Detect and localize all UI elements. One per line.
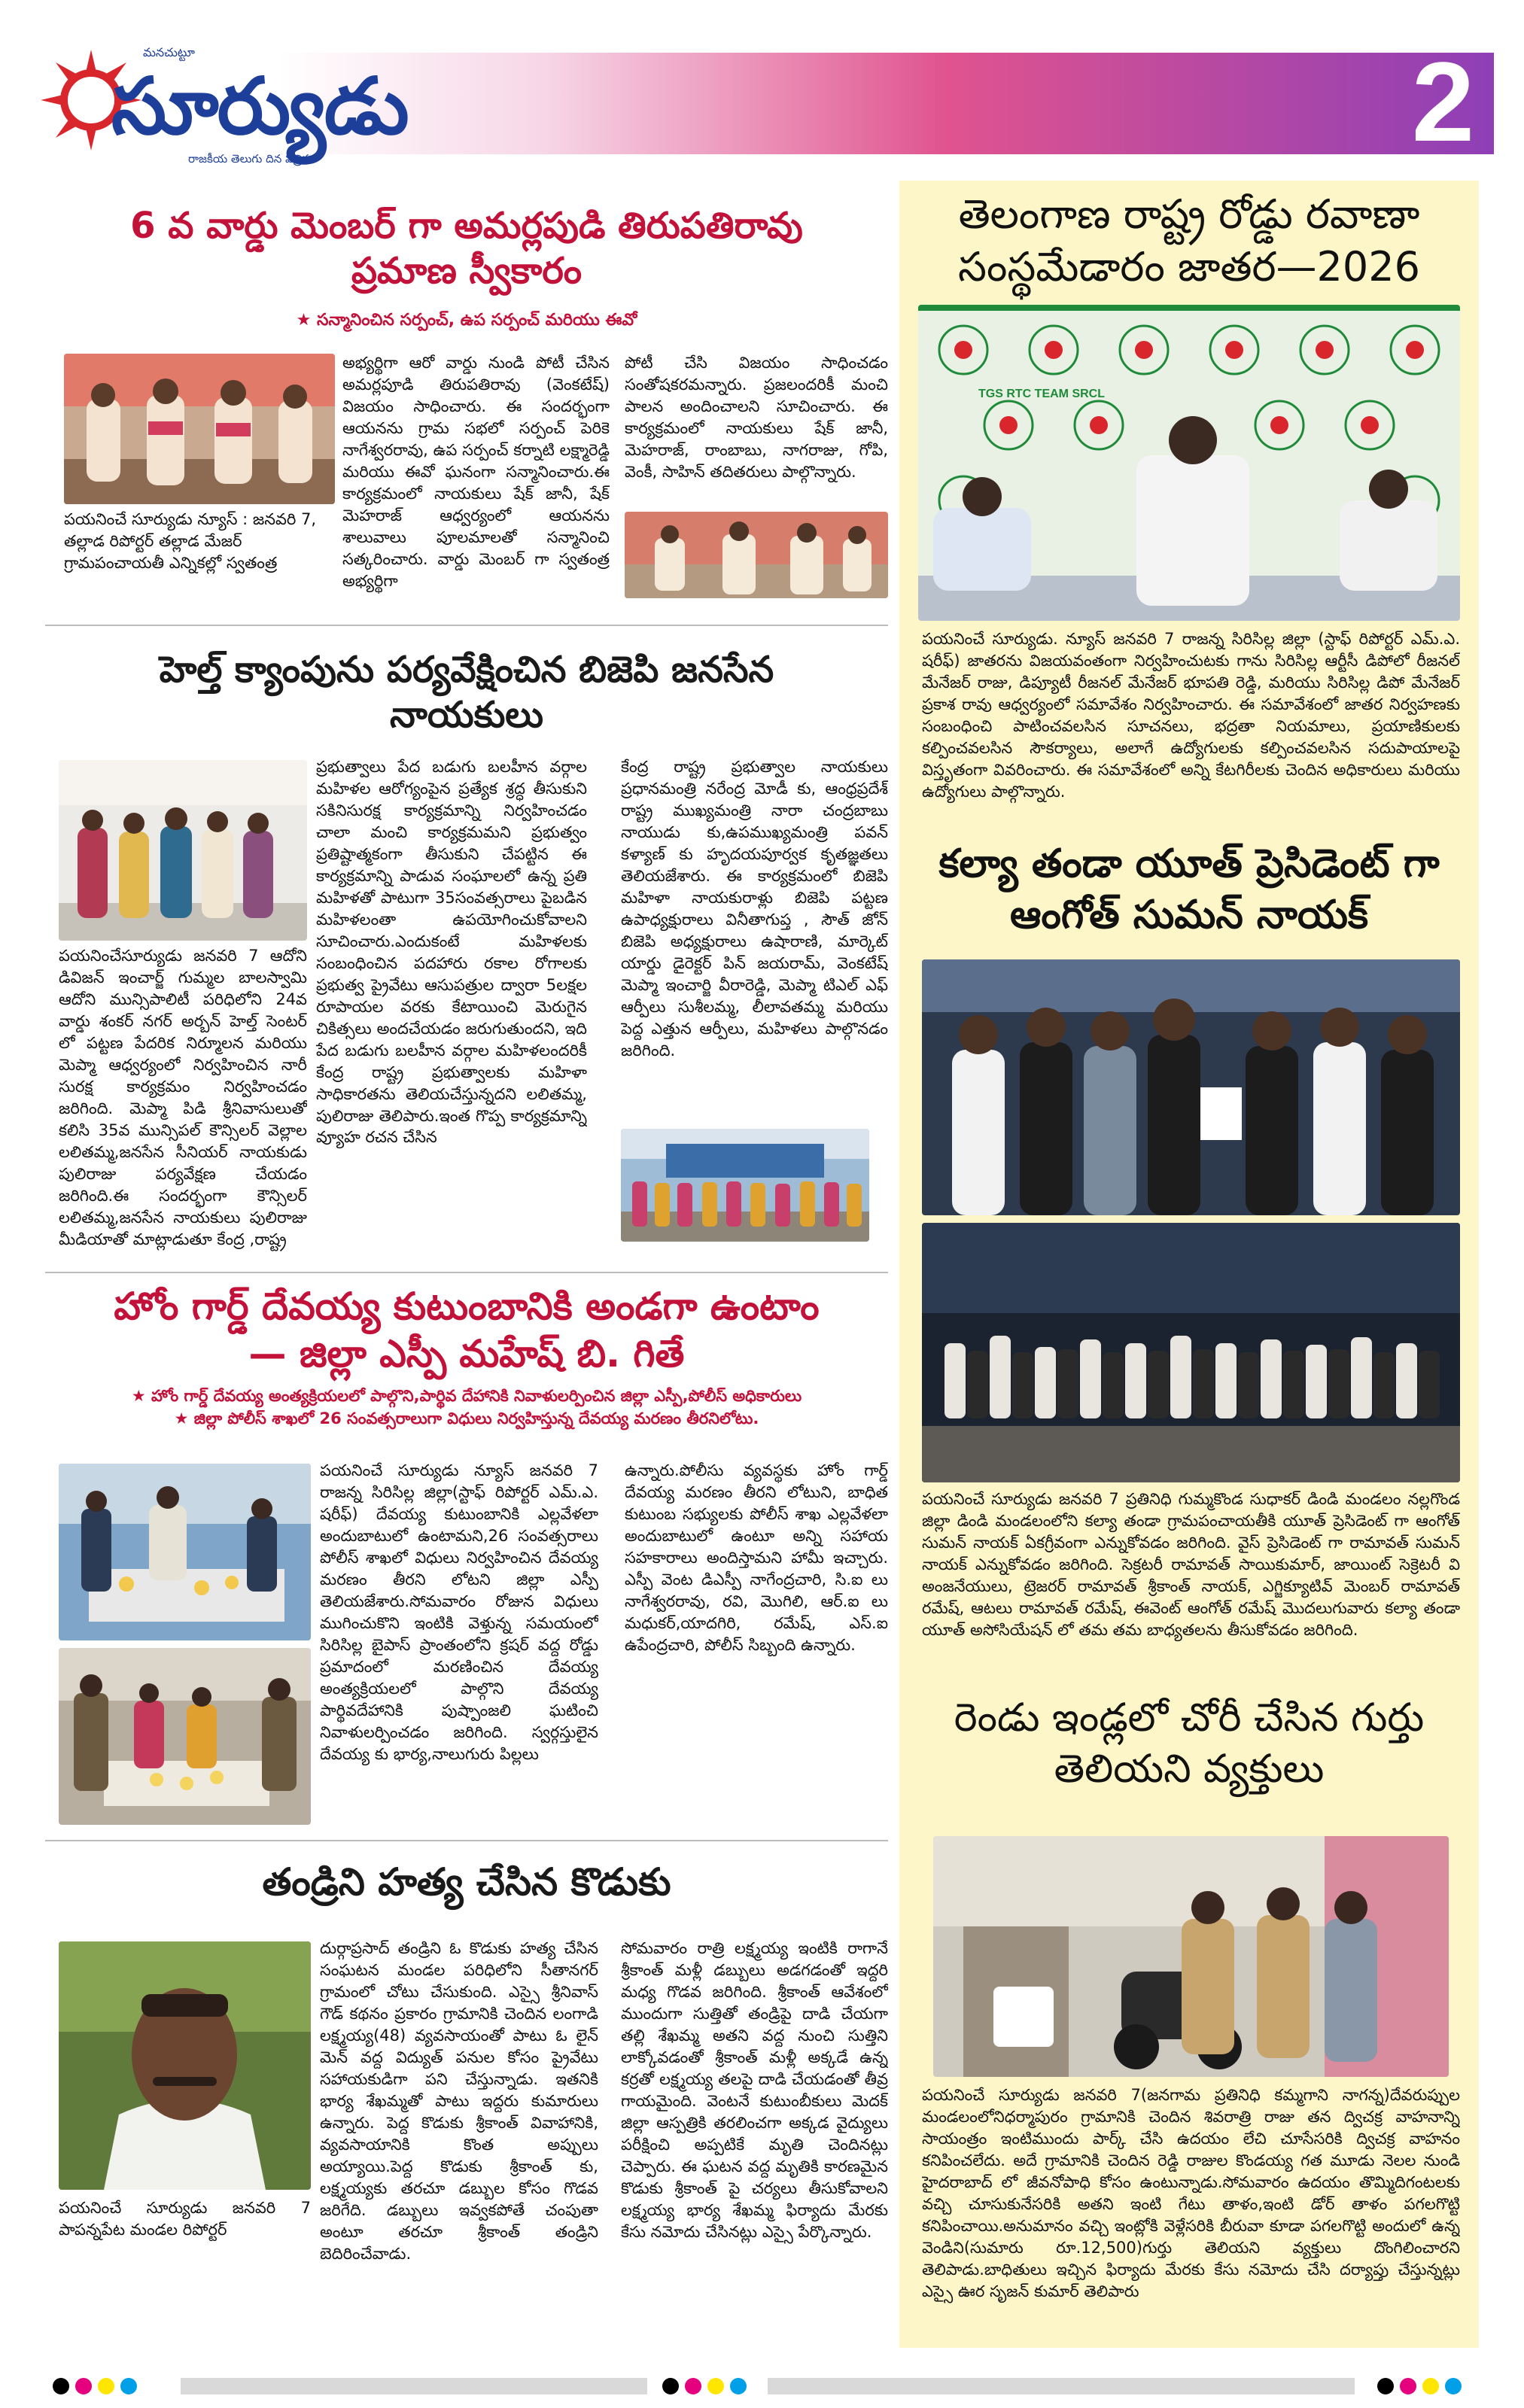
homeguard-headline-line2: — జిల్లా ఎస్పీ మహేష్ బి. గితే	[248, 1331, 685, 1376]
registration-bar	[768, 2378, 1355, 2394]
registration-dot	[730, 2378, 747, 2394]
oath-photo-ceremony	[64, 354, 335, 504]
theft-headline-line2: తెలియని వ్యక్తులు	[1054, 1746, 1325, 1792]
theft-headline-line1: రెండు ఇండ్లలో చోరీ చేసిన గుర్తు	[954, 1695, 1425, 1741]
oath-headline-line2: ప్రమాణ స్వీకారం	[351, 250, 583, 292]
newspaper-logo[interactable]	[30, 30, 408, 181]
registration-dot	[120, 2378, 137, 2394]
health-headline-line2: నాయకులు	[390, 694, 543, 736]
homeguard-subhead	[45, 1385, 888, 1431]
youth-photo-felicitation	[922, 959, 1460, 1215]
health-photo-queue	[621, 1129, 869, 1242]
oath-body-col1: అభ్యర్థిగా ఆరో వార్డు నుండి పోటీ చేసిన అమర్లపూడి తిరుపతిరావు (వెంకటేష్) విజయం సాధించారు. ఈ సందర్భంగా ఆయనను గ్రామ సభలో సర్పంచ్ పెరికె నాగేశ్వరరావు, ఉప సర్పంచ్ కర్నాటి లక్ష్మారెడ్డి మరియు ఈవో ఘనంగా సన్మానించారు.ఈ కార్యక్రమంలో నాయకులు షేక్ జానీ, షేక్ మెహరాజ్ ఆధ్వర్యంలో ఆయనను శాలువాలు పూలమాలతో సన్మానించి సత్కరించారు. వార్డు మెంబర్ గా స్వతంత్ర అభ్యర్థిగా	[342, 354, 610, 590]
divider	[45, 1840, 888, 1841]
registration-dot	[1422, 2378, 1439, 2394]
theft-body: పయనించే సూర్యుడు జనవరి 7(జనగామ ప్రతినిధి కమ్మగాని నాగన్న)దేవరుప్పుల మండలంలోనిధర్మాపురం గ్రామానికి చెందిన శివరాత్రి రాజు తన ద్విచక్ర వాహనాన్ని సాయంత్రం ఇంటిముందు పార్క్ చేసి ఉదయం లేచి చూసేసరికి ద్విచక్ర వాహనం కనిపించలేదు. అదే గ్రామానికి చెందిన రెడ్డి రాజుల కొండయ్య గత మూడు నెలల నుండి హైదరాబాద్ లో జీవనోపాధి కోసం ఉంటున్నాడు.సోమవారం ఉదయం తొమ్మిదిగంటలకు వచ్చి చూసుకునేసరికి అతని ఇంటి గేటు తాళం,ఇంటి డోర్ తాళం పగలగొట్టి కనిపించాయి.అనుమానం వచ్చి ఇంట్లోకి వెళ్లేసరికి బీరువా కూడా పగలగొట్టి అందులో ఉన్న వెండిని(సుమారు రూ.12,500)గుర్తు తెలియని వ్యక్తులు దొంగిలించారని తెలిపాడు.బాధితులు ఇచ్చిన ఫిర్యాదు మేరకు కేసు నమోదు చేసి దర్యాప్తు చేస్తున్నట్లు ఎస్సై ఊర సృజన్ కుమార్ తెలిపారు	[922, 2086, 1460, 2300]
homeguard-photo-funeral	[59, 1648, 311, 1825]
murder-photo-portrait	[59, 1941, 311, 2190]
health-body-col1: ప్రభుత్వాలు పేద బడుగు బలహీన వర్గాల మహిళల ఆరోగ్యంపైన ప్రత్యేక శ్రద్ధ తీసుకుని సకినిసురక్ష కార్యక్రమాన్ని నిర్వహించడం చాలా మంచి కార్యక్రమమని ప్రభుత్వం ప్రతిష్టాత్మకంగా తీసుకుని చేపట్టిన ఈ కార్యక్రమాన్ని పాడువ సంఘాలలో ఉన్న ప్రతి మహిళతో పాటుగా 35సంవత్సరాలు పైబడిన మహిళలంతా ఉపయోగించుకోవాలని సూచించారు.ఎందుకంటే మహిళలకు సంబంధించిన పదహారు రకాల రోగాలకు ప్రభుత్వ ప్రైవేటు ఆసుపత్రుల ద్వారా 5లక్షల రూపాయల వరకు కేటాయించి మెరుగైన చికిత్సలు అందచేయడం జరుగుతుందని, ఇది పేద బడుగు బలహీన వర్గాల మహిళలందరికీ కేంద్ర రాష్ట్ర ప్రభుత్వాలకు మహిళా సాధికారతను తెలియచేస్తున్నదని లలితమ్మ, పులిరాజు తెలిపారు.ఇంత గొప్ప కార్యక్రమాన్ని వ్యూహ రచన చేసిన	[316, 758, 587, 1147]
logo-wordmark: సూర్యుడు	[111, 60, 408, 152]
health-headline-line1: హెల్త్ క్యాంపును పర్యవేక్షించిన బిజెపి జనసేన	[159, 649, 774, 691]
homeguard-subhead-line2: ★ జిల్లా పోలీస్ శాఖలో 26 సంవత్సరాలుగా విధులు నిర్వహిస్తున్న దేవయ్య మరణం తీరనిలోటు.	[174, 1409, 759, 1428]
health-photo-group	[59, 760, 307, 941]
oath-photo-garland	[625, 512, 888, 598]
homeguard-subhead-line1: ★ హోం గార్డ్ దేవయ్య అంత్యక్రియలలో పాల్గొని,పార్థివ దేహానికి నివాళులర్పించిన జిల్లా ఎస్పీ,పోలీస్ అధికారులు	[131, 1387, 802, 1405]
registration-dot	[98, 2378, 114, 2394]
youth-photo-group-night	[922, 1223, 1460, 1482]
murder-caption: పయనించే సూర్యుడు జనవరి 7 పాపన్నపేట మండల రిపోర్టర్	[59, 2199, 311, 2239]
registration-dot	[75, 2378, 92, 2394]
health-caption: పయనించేసూర్యుడు జనవరి 7 ఆదోని డివిజన్ ఇంచార్జ్ గుమ్మల బాలస్వామి ఆదోని మున్సిపాలిటీ పరిధిలోని 24వ వార్డు శంకర్ నగర్ అర్బన్ హెల్త్ సెంటర్ లో పట్టణ పేదరిక నిర్మూలన మరియు మెప్మా ఆధ్వర్యంలో నిర్వహించిన నారీ సురక్ష కార్యక్రమం నిర్వహించడం జరిగింది. మెప్మా పిడి శ్రీనివాసులుతో కలిసి 35వ మున్సిపల్ కౌన్సిలర్ వెల్లాల లలితమ్మ,జనసేన సీనియర్ నాయకుడు పులిరాజు పర్యవేక్షణ చేయడం జరిగింది.ఈ సందర్భంగా కౌన్సిలర్ లలితమ్మ,జనసేన నాయకులు పులిరాజు మీడియాతో మాట్లాడుతూ కేంద్ర ,రాష్ట్ర	[59, 947, 307, 1248]
youth-headline-line2: ఆంగోత్ సుమన్ నాయక్	[1010, 892, 1368, 938]
oath-headline-line1: 6 వ వార్డు మెంబర్ గా అమర్లపుడి తిరుపతిరావు	[130, 205, 803, 247]
oath-headline	[45, 203, 888, 293]
homeguard-body-col1: పయనించే సూర్యుడు న్యూస్ జనవరి 7 రాజన్న సిరిసిల్ల జిల్లా(స్టాఫ్ రిపోర్టర్ ఎమ్.ఎ. షరీఫ్) దేవయ్య కుటుంబానికి ఎల్లవేళలా అందుబాటులో ఉంటామని,26 సంవత్సరాలు పోలీస్ శాఖలో విధులు నిర్వహించిన దేవయ్య మరణం తీరని లోటని జిల్లా ఎస్పీ తెలియజేశారు.సోమవారం రోజున విధులు ముగించుకొని ఇంటికి వెళ్తున్న సమయంలో సిరిసిల్ల బైపాస్ ప్రాంతంలోని క్రషర్ వద్ద రోడ్డు ప్రమాదంలో మరణించిన దేవయ్య అంత్యక్రియలలో పాల్గొని దేవయ్య పార్థివదేహానికి పుష్పాంజలి ఘటించి నివాళులర్పించడం జరిగింది. స్వర్గస్తులైన దేవయ్య కు భార్య,నాలుగురు పిల్లలు	[320, 1461, 598, 1763]
theft-headline	[903, 1693, 1475, 1795]
rtc-headline	[903, 188, 1475, 293]
registration-dot	[662, 2378, 679, 2394]
masthead-gradient-band	[278, 53, 1494, 154]
print-registration-marks	[0, 2370, 1524, 2408]
murder-body-col2: సోమవారం రాత్రి లక్ష్మయ్య ఇంటికి రాగానే శ్రీకాంత్ మళ్లీ డబ్బులు అడగడంతో ఇద్దరి మధ్య గొడవ జరిగింది. శ్రీకాంత్ ఆవేశంలో ముందుగా సుత్తితో తండ్రిపై దాడి చేయగా తల్లి శేఖమ్మ అతని వద్ద నుంచి సుత్తిని లాక్కోవడంతో శ్రీకాంత్ మళ్లీ అక్కడే ఉన్న కర్రతో లక్ష్మయ్య తలపై దాడి చేయడంతో తీవ్ర గాయమైంది. వెంటనే కుటుంబీకులు మెదక్ జిల్లా ఆస్పత్రికి తరలించగా అక్కడ వైద్యులు పరీక్షించి అప్పటికే మృతి చెందినట్లు చెప్పారు. ఈ ఘటన వద్ద మృతికి కారణమైన కొడుకు శ్రీకాంత్ పై చర్యలు తీసుకోవాలని లక్ష్మయ్య భార్య శేఖమ్మ ఫిర్యాదు మేరకు కేసు నమోదు చేసినట్లు ఎస్సై పేర్కొన్నారు.	[621, 1939, 888, 2241]
rtc-banner-text: TGS RTC TEAM SRCL	[978, 388, 1105, 400]
rtc-headline-line1: తెలంగాణ రాష్ట్ర రోడ్డు రవాణా	[958, 190, 1420, 238]
youth-headline-line1: కల్యా తండా యూత్ ప్రెసిడెంట్ గా	[938, 841, 1440, 886]
logo-subtitle: రాజకీయ తెలుగు దిన పత్రిక	[188, 152, 309, 166]
registration-bar	[181, 2378, 647, 2394]
rtc-photo-meeting	[918, 305, 1460, 621]
health-headline	[45, 647, 888, 737]
murder-headline: తండ్రిని హత్య చేసిన కొడుకు	[262, 1860, 671, 1904]
homeguard-body-col2: ఉన్నారు.పోలీసు వ్యవస్థకు హోం గార్డ్ దేవయ్య మరణం తీరని లోటుని, బాధిత కుటుంబ సభ్యులకు పోలీస్ శాఖ ఎల్లవేళలా అందుబాటులో ఉంటూ అన్ని సహాయ సహకారాలు అందిస్తామని హామీ ఇచ్చారు. ఎస్పీ వెంట డిఎస్పీ నాగేంద్రచారి, సి.ఐ లు నాగేశ్వరరావు, రవి, మొగిలి, ఆర్.ఐ లు మధుకర్,యాదగిరి, రమేష్, ఎస్.ఐ ఉపేంద్రచారి, పోలీస్ సిబ్బంది ఉన్నారు.	[625, 1461, 888, 1654]
registration-dot	[707, 2378, 724, 2394]
divider	[45, 625, 888, 626]
health-body-col2: కేంద్ర రాష్ట్ర ప్రభుత్వాల నాయకులు ప్రధానమంత్రి నరేంద్ర మోడీ కు, ఆంధ్రప్రదేశ్ రాష్ట్ర ముఖ్యమంత్రి నారా చంద్రబాబు నాయుడు కు,ఉపముఖ్యమంత్రి పవన్ కళ్యాణ్ కు హృదయపూర్వక కృతజ్ఞతలు తెలియజేశారు. ఈ కార్యక్రమంలో బిజెపి మహిళా నాయకురాళ్లు బిజెపి పట్టణ ఉపాధ్యక్షురాలు వినీతాగుప్త , సౌత్ జోన్ బిజెపి అధ్యక్షురాలు ఉషారాణి, మార్కెట్ యార్డు డైరెక్టర్ పిన్ జయరామ్, వెంకటేష్ మెప్మా ఇంచార్జి వీరారెడ్డి, మెప్మా టిఎల్ ఎఫ్ ఆర్పీలు సుశీలమ్మ, లీలావతమ్మ మరియు పెద్ద ఎత్తున ఆర్పీలు, మహిళలు పాల్గొనడం జరిగింది.	[621, 758, 888, 1060]
theft-photo-police	[933, 1836, 1449, 2077]
registration-dot	[1377, 2378, 1394, 2394]
youth-body: పయనించే సూర్యుడు జనవరి 7 ప్రతినిధి గుమ్మకొండ సుధాకర్ డిండి మండలం నల్లగొండ జిల్లా డిండి మండలంలోని కల్యా తండా గ్రామపంచాయతీకి యూత్ ప్రెసిడెంట్ గా ఆంగోత్ సుమన్ నాయక్ ఏకగ్రీవంగా ఎన్నుకోవడం జరిగింది. వైస్ ప్రెసిడెంట్ గా రామావత్ సుమన్ నాయక్ ఎన్నుకోవడం జరిగింది. సెక్రటరీ రామావత్ సాయికుమార్, జాయింట్ సెక్రెటరీ వి అంజనేయులు, ట్రెజరర్ రామావత్ శ్రీకాంత్ నాయక్, ఎగ్జిక్యూటివ్ మెంబర్ రామావత్ రమేష్, ఆటలు రామావత్ రమేష్, ఈవెంట్ ఆంగోత్ రమేష్ మొదలుగువారు కల్యా తండా యూత్ అసోసియేషన్ లో తమ తమ బాధ్యతలను తీసుకోవడం జరిగింది.	[922, 1490, 1460, 1639]
registration-dot	[1445, 2378, 1462, 2394]
homeguard-headline-line1: హోం గార్డ్ దేవయ్య కుటుంబానికి అండగా ఉంటాం	[114, 1285, 820, 1328]
homeguard-headline	[45, 1283, 888, 1377]
homeguard-photo-tribute	[59, 1464, 311, 1640]
rtc-body: పయనించే సూర్యుడు. న్యూస్ జనవరి 7 రాజన్న సిరిసిల్ల జిల్లా (స్టాఫ్ రిపోర్టర్ ఎమ్.ఎ. షరీఫ్) జాతరను విజయవంతంగా నిర్వహించుటకు గాను సిరిసిల్ల ఆర్టీసీ డిపోలో రీజనల్ మేనేజర్ రాజు, డిప్యూటీ రీజనల్ మేనేజర్ భూపతి రెడ్డి, మరియు సిరిసిల్ల డిపో మేనేజర్ ప్రకాశ రావు ఆధ్వర్యంలో సమావేశం నిర్వహించారు. ఈ సమావేశంలో జాతర నిర్వహణకు సంబంధించి పాటించవలసిన సూచనలు, భద్రతా నియమాలు, ప్రయాణికులకు కల్పించవలసిన సౌకర్యాలు, అలాగే ఉద్యోగులకు కల్పించవలసిన సదుపాయాలపై విస్తృతంగా వివరించారు. ఈ సమావేశంలో అన్ని కేటగిరీలకు చెందిన అధికారులు మరియు ఉద్యోగులు పాల్గొన్నారు.	[922, 630, 1460, 801]
rtc-headline-line2: సంస్థమేడారం జాతర—2026	[958, 243, 1420, 291]
registration-dot	[1400, 2378, 1416, 2394]
page-number: 2	[1411, 38, 1475, 165]
logo-tagline: మనచుట్టూ	[143, 45, 195, 59]
masthead	[30, 30, 1494, 181]
divider	[45, 1272, 888, 1273]
oath-body-col2: పోటీ చేసి విజయం సాధించడం సంతోషకరమన్నారు. ప్రజలందరికీ మంచి పాలన అందించాలని సూచించారు. ఈ కార్యక్రమంలో నాయకులు షేక్ జానీ, మెహరాజ్, రాంబాబు, నాగరాజు, గోపి, వెంకీ, సాహిన్ తదితరులు పాల్గొన్నారు.	[625, 354, 888, 481]
youth-headline	[903, 839, 1475, 941]
registration-dot	[685, 2378, 701, 2394]
registration-dot	[53, 2378, 69, 2394]
murder-body-col1: దుర్గాప్రసాద్ తండ్రిని ఓ కొడుకు హత్య చేసిన సంఘటన మండల పరిధిలోని సీతానగర్ గ్రామంలో చోటు చేసుకుంది. ఎస్సై శ్రీనివాస్ గౌడ్ కథనం ప్రకారం గ్రామానికి చెందిన లంగాడి లక్ష్మయ్య(48) వ్యవసాయంతో పాటు ఓ లైన్ మెన్ వద్ద విద్యుత్ పనుల కోసం ప్రైవేటు సహాయకుడిగా పని చేస్తున్నాడు. ఇతనికి భార్య శేఖమ్మతో పాటు ఇద్దరు కుమారులు ఉన్నారు. పెద్ద కొడుకు శ్రీకాంత్ వివాహానికి, వ్యవసాయానికి కొంత అప్పులు అయ్యాయి.పెద్ద కొడుకు శ్రీకాంత్ కు, లక్ష్మయ్యకు తరచూ డబ్బుల కోసం గొడవ జరిగేది. డబ్బులు ఇవ్వకపోతే చంపుతా అంటూ తరచూ శ్రీకాంత్ తండ్రిని బెదిరించేవాడు.	[320, 1939, 598, 2263]
oath-caption: పయనించే సూర్యుడు న్యూస్ : జనవరి 7, తల్లాడ రిపోర్టర్ తల్లాడ మేజర్ గ్రామపంచాయతీ ఎన్నికల్లో స్వతంత్ర	[64, 510, 317, 572]
oath-subhead: ★ సన్మానించిన సర్పంచ్, ఉప సర్పంచ్ మరియు ఈవో	[296, 311, 637, 330]
